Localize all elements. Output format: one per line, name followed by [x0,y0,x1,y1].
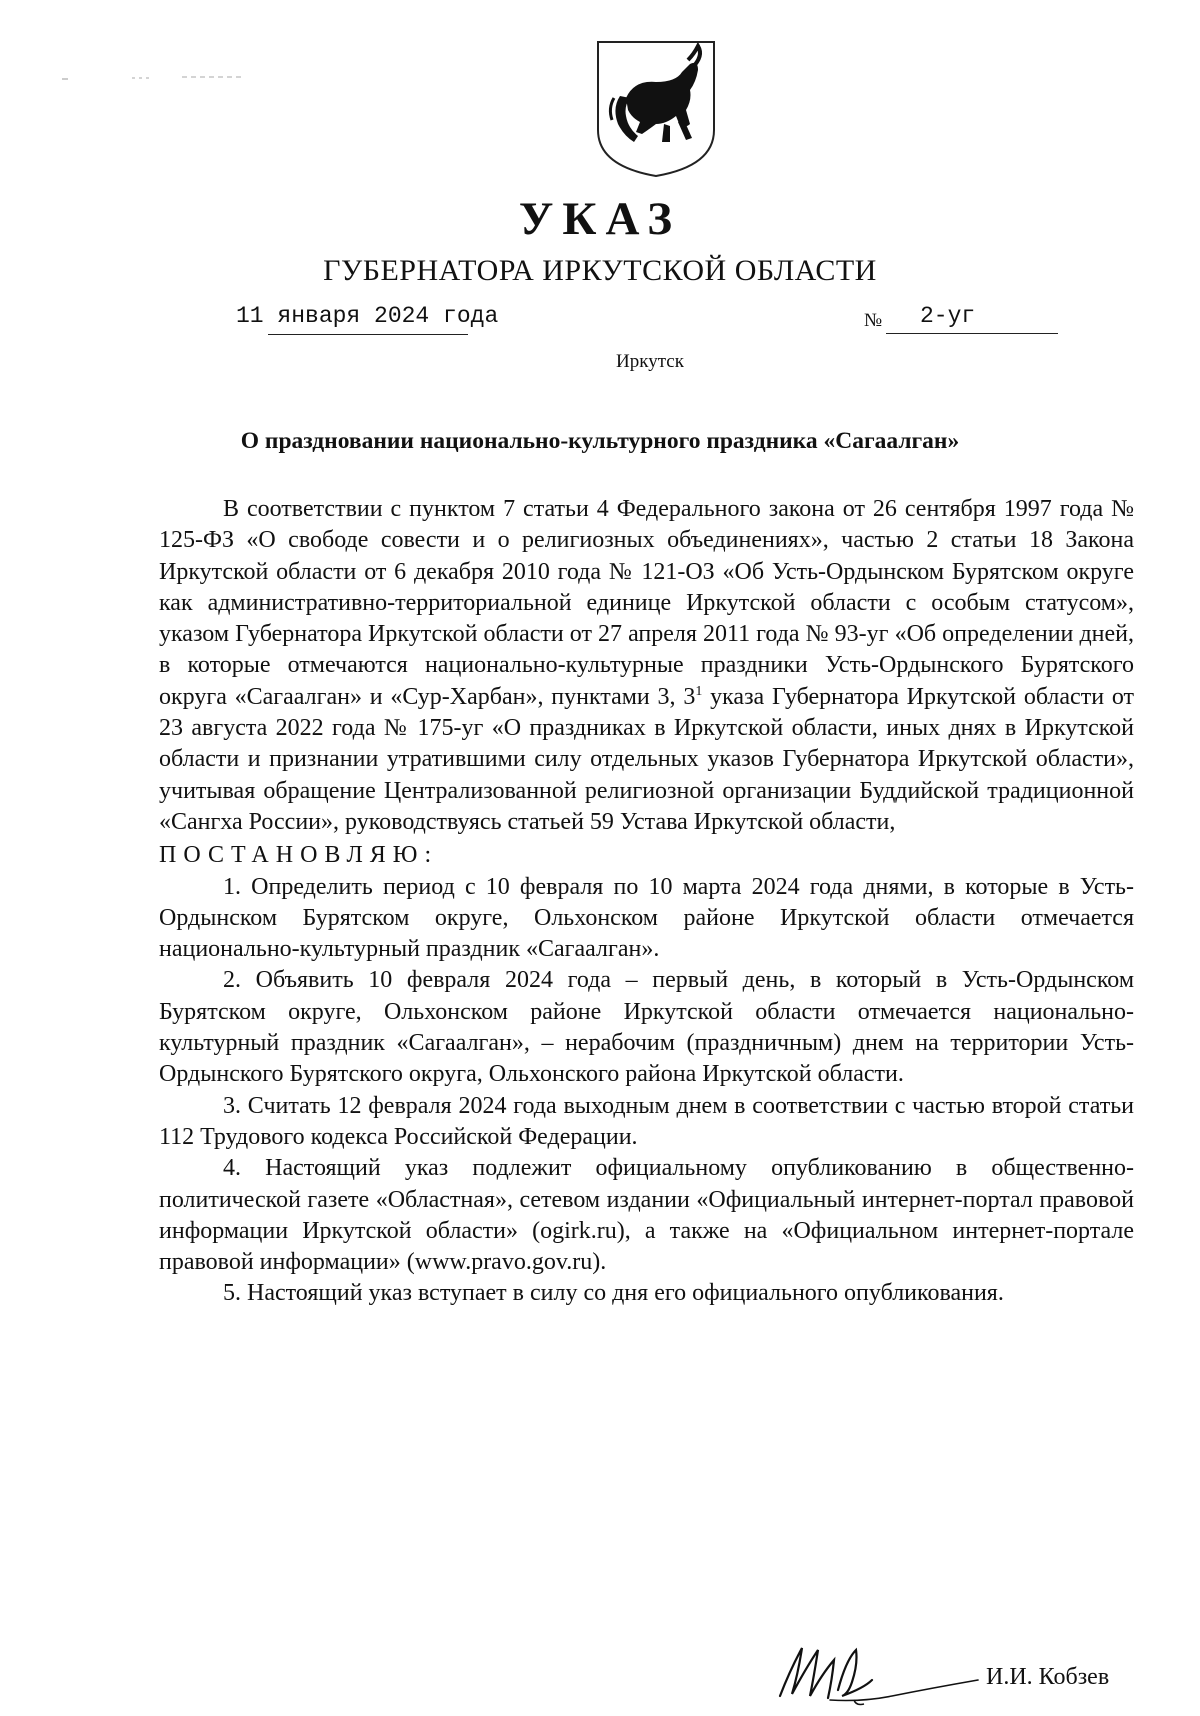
issuer-title: ГУБЕРНАТОРА ИРКУТСКОЙ ОБЛАСТИ [323,254,877,287]
preamble-text-part-2: указа Губернатора Иркутской области от 23 августа 2022 года № 175-уг «О праздниках в Иркутской области, иных днях в Иркутской области и признании утратившими силу отдельных указов Губернатора Иркутской области», учитывая обращение Централизованной религиозной организации Буддийской традиционной «Сангха России», руководствуясь статьей 59 Устава Иркутской области, [159,683,1134,835]
date-underline [268,334,468,335]
preamble-superscript: 1 [695,683,703,699]
decree-item-5: 5. Настоящий указ вступает в силу со дня его официального опубликования. [223,1280,1004,1307]
document-heading: О праздновании национально-культурного праздника «Сагаалган» [240,428,960,454]
handwritten-signature [772,1640,982,1710]
signer-name: И.И. Кобзев [986,1664,1110,1690]
preamble-paragraph [159,494,1134,838]
decree-number: 2-уг [920,303,976,329]
document-body [159,494,1134,1310]
scan-artifact-mark [62,74,242,84]
decree-item-2: 2. Объявить 10 февраля 2024 года – первый день, в который в Усть-Ордынском Бурятском округе, Ольхонском районе Иркутской области отмечается национально-культурный праздник «Сагаалган», – нерабочим (праздничным) днем на территории Усть-Ордынского Бурятского округа, Ольхонского района Иркутской области. [159,967,1134,1088]
number-label: № [864,310,883,331]
decree-date: 11 января 2024 года [236,303,499,329]
place-of-issue: Иркутск [616,351,684,372]
preamble-text-part-1: В соответствии с пунктом 7 статьи 4 Федерального закона от 26 сентября 1997 года № 125-ФЗ «О свободе совести и о религиозных объединениях», частью 2 статьи 18 Закона Иркутской области от 6 декабря 2010 года № 121-ОЗ «Об Усть-Ордынском Бурятском округе как административно-территориальной единице Иркутской области с особым статусом», указом Губернатора Иркутской области от 27 апреля 2011 года № 93-уг «Об определении дней, в которые отмечаются национально-культурные праздники Усть-Ордынского Бурятского округа «Сагаалган» и «Сур-Харбан», пунктами 3, 3 [159,496,1134,710]
document-type-title: УКАЗ [518,193,682,245]
decree-item-3: 3. Считать 12 февраля 2024 года выходным днем в соответствии с частью второй статьи 112 Трудового кодекса Российской Федерации. [159,1092,1134,1150]
decree-word: ПОСТАНОВЛЯЮ: [159,842,439,869]
number-underline [886,333,1058,334]
coat-of-arms-emblem [594,38,718,180]
decree-item-4: 4. Настоящий указ подлежит официальному опубликованию в общественно-политической газете «Областная», сетевом издании «Официальный интернет-портал правовой информации Иркутской области» (ogirk.ru), а также на «Официальном интернет-портале правовой информации» (www.pravo.gov.ru). [159,1155,1134,1276]
decree-item-1: 1. Определить период с 10 февраля по 10 марта 2024 года днями, в которые в Усть-Ордынском Бурятском округе, Ольхонском районе Иркутской области отмечается национально-культурный праздник «Сагаалган». [159,873,1134,963]
